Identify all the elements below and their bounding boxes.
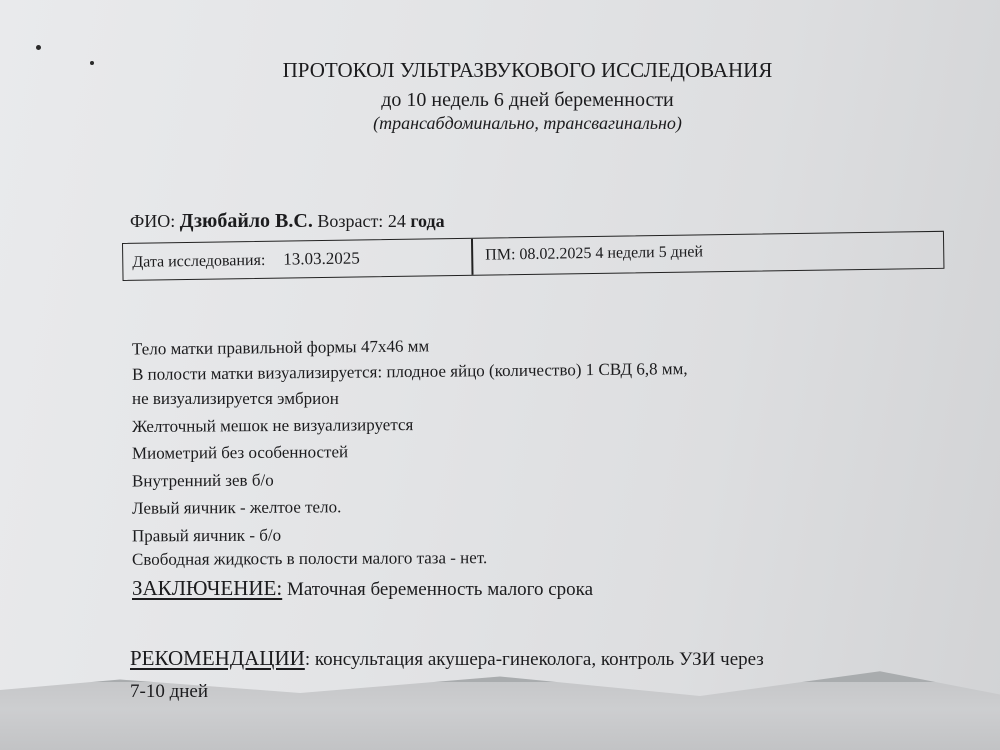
patient-name: Дзюбайло В.С. (179, 210, 313, 232)
finding-line: Правый яичник - б/о (131, 525, 282, 546)
finding-line: Внутренний зев б/о (131, 470, 274, 491)
finding-line: Свободная жидкость в полости малого таза - нет. (131, 548, 488, 569)
exam-method: (трансабдоминально, трансвагинально) (373, 113, 682, 133)
finding-line: Левый яичник - желтое тело. (131, 497, 342, 518)
patient-line (130, 210, 445, 233)
finding-line: не визуализируется эмбрион (132, 389, 339, 408)
document-title: ПРОТОКОЛ УЛЬТРАЗВУКОВОГО ИССЛЕДОВАНИЯ (282, 58, 773, 82)
conclusion-label: ЗАКЛЮЧЕНИЕ: (132, 576, 283, 600)
recommendations-continued: 7-10 дней (130, 681, 209, 702)
exam-date: 13.03.2025 (283, 248, 360, 269)
box-divider (471, 239, 473, 275)
finding-line: В полости матки визуализируется: плодное яйцо (количество) 1 СВД 6,8 мм, (131, 359, 688, 384)
document-subtitle: до 10 недель 6 дней беременности (381, 89, 674, 111)
age-label: Возраст: (317, 211, 384, 231)
conclusion-line (132, 576, 593, 601)
recommendations-label: РЕКОМЕНДАЦИИ (130, 646, 305, 670)
finding-line: Тело матки правильной формы 47х46 мм (131, 336, 430, 359)
finding-line: Желточный мешок не визуализируется (131, 415, 414, 436)
age-unit: года (410, 211, 445, 231)
exam-date-label: Дата исследования: (132, 251, 266, 271)
punch-mark (36, 45, 41, 50)
finding-line: Миометрий без особенностей (131, 442, 349, 463)
recommendations-line (130, 646, 764, 671)
conclusion-text: Маточная беременность малого срока (282, 579, 594, 600)
recommendations-text: : консультация акушера-гинеколога, контроль УЗИ через (304, 649, 764, 670)
lmp-info: ПМ: 08.02.2025 4 недели 5 дней (485, 243, 704, 264)
age-value: 24 (387, 211, 406, 231)
exam-date-cell (132, 248, 360, 271)
name-label: ФИО: (130, 211, 176, 231)
